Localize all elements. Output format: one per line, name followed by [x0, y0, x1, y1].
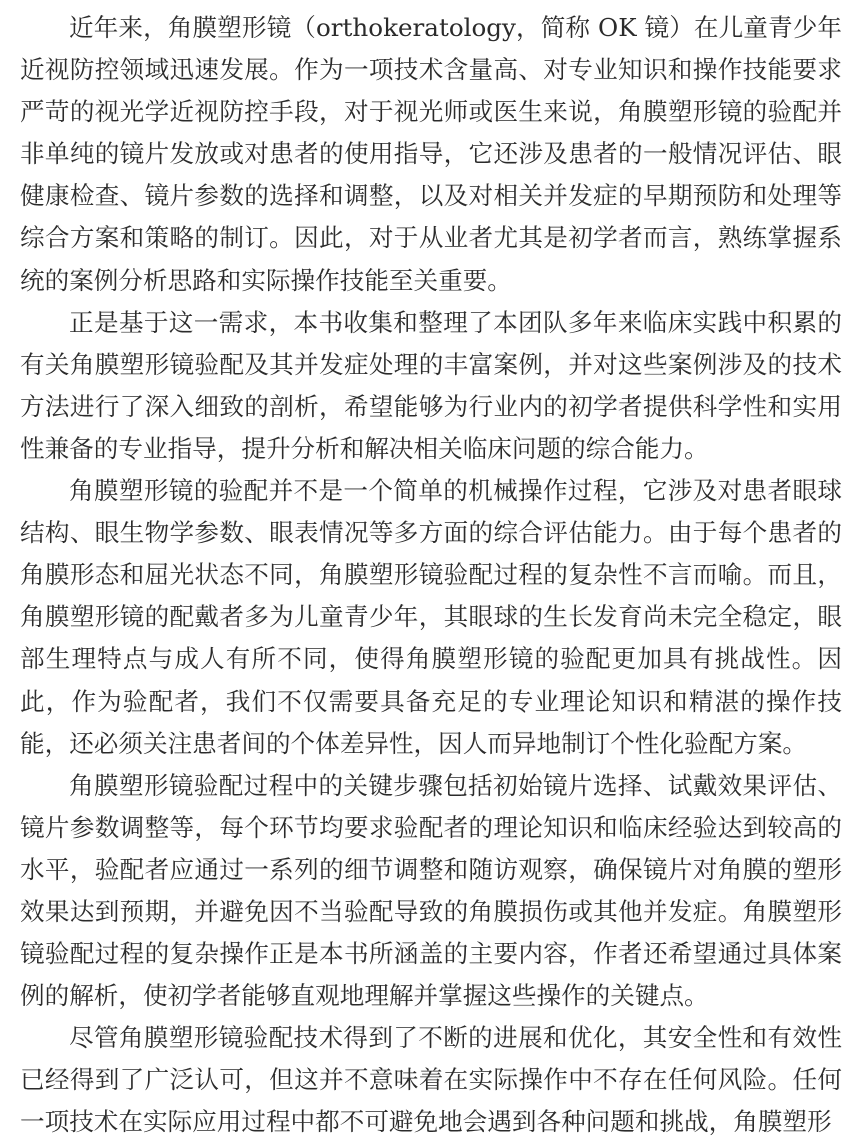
paragraph-5: 尽管角膜塑形镜验配技术得到了不断的进展和优化，其安全性和有效性已经得到了广泛认可，但这并不意味着在实际操作中不存在任何风险。任何一项技术在实际应用过程中都不可避免地会遇到各种问题和挑战，角膜塑形: [20, 1023, 842, 1137]
document-page: [20, 7, 842, 1137]
paragraph-1: 近年来，角膜塑形镜（orthokeratology，简称 OK 镜）在儿童青少年近视防控领域迅速发展。作为一项技术含量高、对专业知识和操作技能要求严苛的视光学近视防控手段，对于视光师或医生来说，角膜塑形镜的验配并非单纯的镜片发放或对患者的使用指导，它还涉及患者的一般情况评估、眼健康检查、镜片参数的选择和调整，以及对相关并发症的早期预防和处理等综合方案和策略的制订。因此，对于从业者尤其是初学者而言，熟练掌握系统的案例分析思路和实际操作技能至关重要。: [20, 13, 842, 295]
paragraph-3: 角膜塑形镜的验配并不是一个简单的机械操作过程，它涉及对患者眼球结构、眼生物学参数、眼表情况等多方面的综合评估能力。由于每个患者的角膜形态和屈光状态不同，角膜塑形镜验配过程的复杂性不言而喻。而且，角膜塑形镜的配戴者多为儿童青少年，其眼球的生长发育尚未完全稳定，眼部生理特点与成人有所不同，使得角膜塑形镜的验配更加具有挑战性。因此，作为验配者，我们不仅需要具备充足的专业理论知识和精湛的操作技能，还必须关注患者间的个体差异性，因人而异地制订个性化验配方案。: [20, 476, 842, 758]
paragraph-2: 正是基于这一需求，本书收集和整理了本团队多年来临床实践中积累的有关角膜塑形镜验配及其并发症处理的丰富案例，并对这些案例涉及的技术方法进行了深入细致的剖析，希望能够为行业内的初学者提供科学性和实用性兼备的专业指导，提升分析和解决相关临床问题的综合能力。: [20, 307, 842, 463]
paragraph-4: 角膜塑形镜验配过程中的关键步骤包括初始镜片选择、试戴效果评估、镜片参数调整等，每个环节均要求验配者的理论知识和临床经验达到较高的水平，验配者应通过一系列的细节调整和随访观察，确保镜片对角膜的塑形效果达到预期，并避免因不当验配导致的角膜损伤或其他并发症。角膜塑形镜验配过程的复杂操作正是本书所涵盖的主要内容，作者还希望通过具体案例的解析，使初学者能够直观地理解并掌握这些操作的关键点。: [20, 770, 842, 1011]
